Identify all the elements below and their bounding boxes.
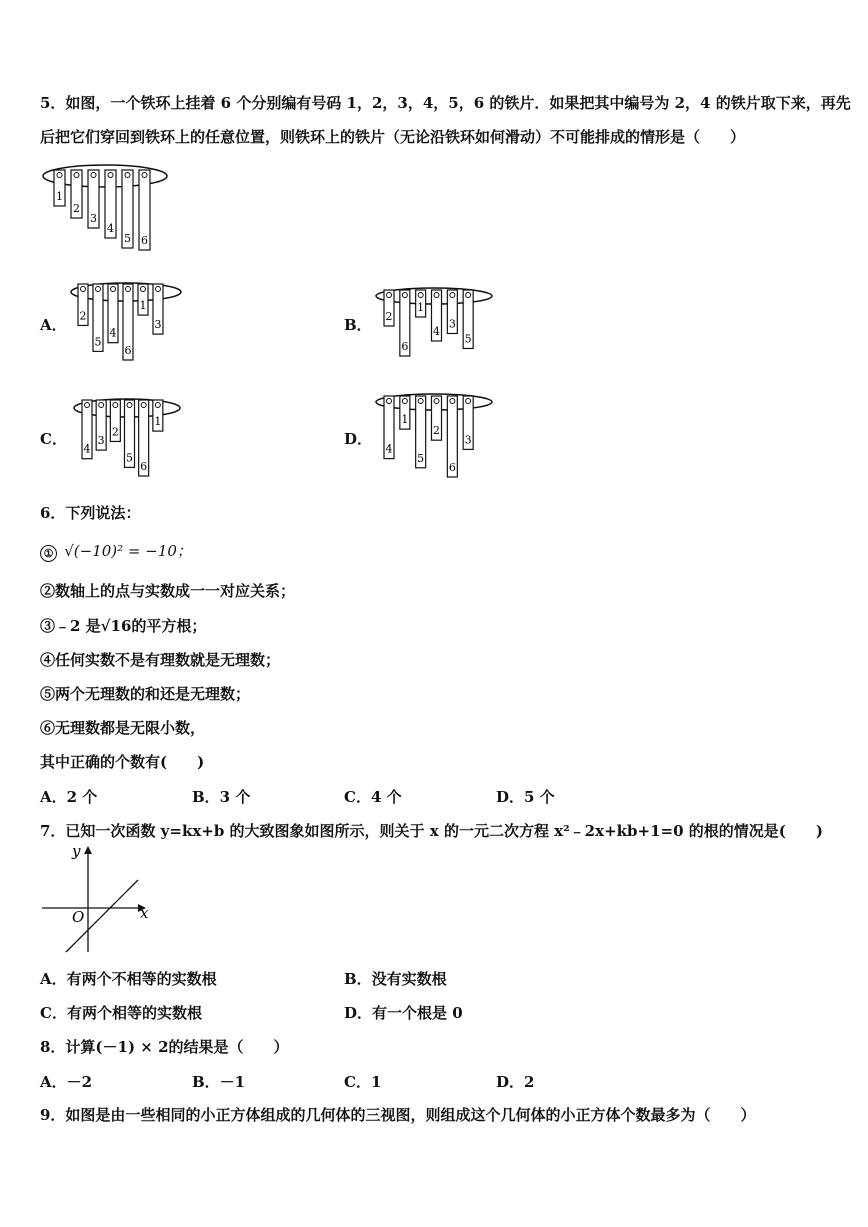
q8-option-b[interactable]: B．－1 (192, 1073, 246, 1091)
q5-option-a-tag-label-4: 4 (109, 326, 117, 340)
q5-option-a-tag-label-2: 2 (79, 309, 87, 323)
q6-stem: 6．下列说法： (40, 504, 141, 522)
q5-option-d-tag-label-3: 3 (464, 433, 472, 447)
q5-option-c-tag-label-2: 2 (111, 425, 119, 439)
q6-statement-6: ⑥无理数都是无限小数， (40, 719, 206, 737)
q5-main-tag-label-3: 3 (90, 212, 97, 225)
q5-option-a-label[interactable]: A． (40, 316, 67, 334)
q6-option-d[interactable]: D．5 个 (496, 788, 555, 806)
q5-option-b-label[interactable]: B． (344, 316, 372, 334)
q5-main-tag-label-5: 5 (124, 232, 131, 245)
q6-option-c[interactable]: C．4 个 (344, 788, 402, 806)
q6-statement-4: ④任何实数不是有理数就是无理数； (40, 651, 281, 669)
q6-statement-1-math: √(−10)² = −10； (64, 542, 192, 560)
q7-option-d[interactable]: D．有一个根是 0 (344, 1004, 463, 1022)
q5-option-b-tag-label-4: 4 (433, 325, 440, 338)
q5-option-b-tag-label-2: 2 (385, 310, 393, 323)
q5-option-d-figure[interactable] (372, 388, 497, 483)
q5-option-c-tag-label-4: 4 (83, 442, 91, 456)
q7-option-b[interactable]: B．没有实数根 (344, 970, 447, 988)
q5-option-b-tag-label-3: 3 (448, 317, 456, 331)
q5-option-d-label[interactable]: D． (344, 430, 373, 448)
q7-origin-label: O (72, 908, 85, 926)
q7-x-label: x (140, 904, 149, 922)
q5-main-tag-label-2: 2 (73, 202, 80, 215)
q5-option-c-tag-label-5: 5 (126, 451, 133, 465)
q5-option-c-label[interactable]: C． (40, 430, 67, 448)
q8-option-c[interactable]: C．1 (344, 1073, 382, 1091)
q7-graph (38, 842, 153, 957)
q5-option-d-tag-label-4: 4 (385, 442, 393, 456)
q5-option-d-tag-label-1: 1 (401, 413, 409, 427)
q6-statement-3: ③﹣2 是√16的平方根； (40, 617, 207, 635)
q6-statement-5: ⑤两个无理数的和还是无理数； (40, 685, 251, 703)
q7-option-c[interactable]: C．有两个相等的实数根 (40, 1004, 202, 1022)
q8-stem: 8．计算(－1) × 2的结果是（ ） (40, 1038, 289, 1056)
q5-main-tag-label-1: 1 (56, 190, 63, 203)
q5-option-b-tag-label-1: 1 (417, 301, 425, 314)
q5-option-b-tag-label-6: 6 (401, 340, 409, 353)
q5-option-c-figure[interactable] (70, 392, 185, 482)
q5-option-b-figure[interactable] (372, 282, 497, 362)
q7-option-a[interactable]: A．有两个不相等的实数根 (40, 970, 217, 988)
q5-option-a-tag-label-1: 1 (139, 299, 147, 313)
q5-option-a-tag-label-6: 6 (124, 344, 132, 357)
q5-option-b-tag-label-5: 5 (464, 332, 472, 346)
q5-stem-line2: 后把它们穿回到铁环上的任意位置，则铁环上的铁片（无论沿铁环如何滑动）不可能排成的情形是（ ） (40, 128, 746, 146)
q5-option-a-tag-label-5: 5 (94, 335, 102, 349)
q5-option-c-tag-label-6: 6 (140, 460, 148, 473)
q8-option-d[interactable]: D．2 (496, 1073, 535, 1091)
q6-statement-1-number: ① (40, 545, 57, 562)
q7-stem: 7．已知一次函数 y=kx+b 的大致图象如图所示，则关于 x 的一元二次方程 x²﹣2x+kb+1=0 的根的情况是( ) (40, 822, 823, 840)
q5-option-d-tag-label-5: 5 (417, 451, 425, 465)
q5-option-c-tag-label-1: 1 (154, 415, 162, 429)
q5-option-c-tag-label-3: 3 (97, 434, 105, 448)
q5-main-tag-label-4: 4 (107, 222, 114, 235)
q9-stem: 9．如图是由一些相同的小正方体组成的几何体的三视图，则组成这个几何体的小正方体个数最多为（ ） (40, 1106, 756, 1124)
q6-question: 其中正确的个数有( ) (40, 753, 205, 771)
q5-option-d-tag-label-2: 2 (433, 424, 440, 438)
q6-statement-2: ②数轴上的点与实数成一一对应关系； (40, 582, 296, 600)
q5-stem-line1: 5．如图，一个铁环上挂着 6 个分别编有号码 1，2，3，4，5，6 的铁片．如果把其中编号为 2，4 的铁片取下来，再先 (40, 94, 851, 112)
q8-option-a[interactable]: A．－2 (40, 1073, 93, 1091)
q7-y-arrow (84, 846, 92, 854)
q5-option-d-tag-label-6: 6 (448, 461, 456, 474)
q5-option-a-figure[interactable] (66, 276, 186, 366)
q6-option-b[interactable]: B．3 个 (192, 788, 251, 806)
q6-statement-1 (40, 540, 192, 562)
q7-y-label: y (72, 842, 81, 860)
q6-option-a[interactable]: A．2 个 (40, 788, 98, 806)
q5-option-a-tag-label-3: 3 (154, 318, 162, 332)
q5-main-tag-label-6: 6 (141, 234, 148, 247)
q5-main-ring-figure (40, 158, 175, 253)
